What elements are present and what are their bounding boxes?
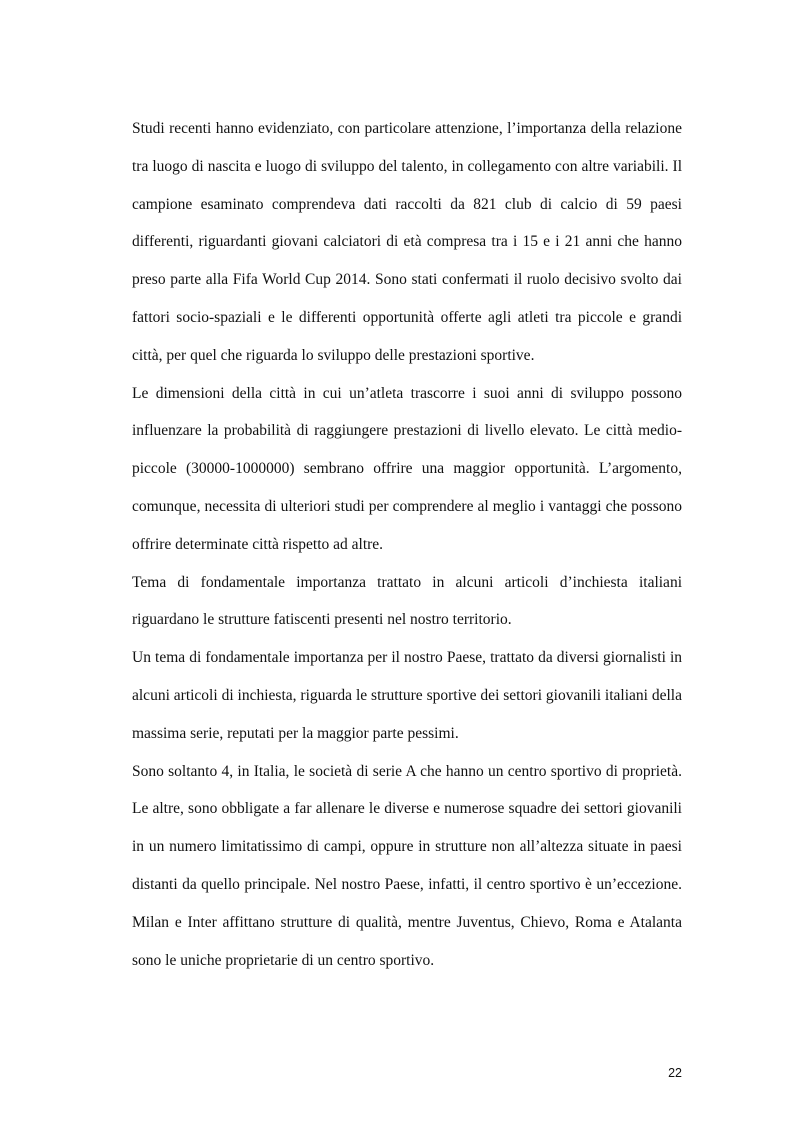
paragraph-youth-facilities: Un tema di fondamentale importanza per il nostro Paese, trattato da diversi giornalisti in alcuni articoli di inchiesta, riguarda le strutture sportive dei settori giovanili italiani della massima serie, reputati per la maggior parte pessimi. xyxy=(132,649,682,742)
paragraph-facilities-intro: Tema di fondamentale importanza trattato in alcuni articoli d’inchiesta italiani riguardano le strutture fatiscenti presenti nel nostro territorio. xyxy=(132,573,682,629)
paragraph-serie-a-centers: Sono soltanto 4, in Italia, le società di serie A che hanno un centro sportivo di proprietà. Le altre, sono obbligate a far allenare le diverse e numerose squadre dei settori giovanili in un numero limitatissimo di campi, oppure in strutture non all’altezza situate in paesi distanti da quello principale. Nel nostro Paese, infatti, il centro sportivo è un’eccezione. Milan e Inter affittano strutture di qualità, mentre Juventus, Chievo, Roma e Atalanta sono le uniche proprietarie di un centro sportivo. xyxy=(132,762,682,969)
body-text xyxy=(132,110,682,979)
paragraph-city-size: Le dimensioni della città in cui un’atleta trascorre i suoi anni di sviluppo possono influenzare la probabilità di raggiungere prestazioni di livello elevato. Le città medio-piccole (30000-1000000) sembrano offrire una maggior opportunità. L’argomento, comunque, necessita di ulteriori studi per comprendere al meglio i vantaggi che possono offrire determinate città rispetto ad altre. xyxy=(132,384,682,553)
page-number: 22 xyxy=(668,1066,682,1080)
paragraph-birthplace-study: Studi recenti hanno evidenziato, con particolare attenzione, l’importanza della relazione tra luogo di nascita e luogo di sviluppo del talento, in collegamento con altre variabili. Il campione esaminato comprendeva dati raccolti da 821 club di calcio di 59 paesi differenti, riguardanti giovani calciatori di età compresa tra i 15 e i 21 anni che hanno preso parte alla Fifa World Cup 2014. Sono stati confermati il ruolo decisivo svolto dai fattori socio-spaziali e le differenti opportunità offerte agli atleti tra piccole e grandi città, per quel che riguarda lo sviluppo delle prestazioni sportive. xyxy=(132,120,682,364)
